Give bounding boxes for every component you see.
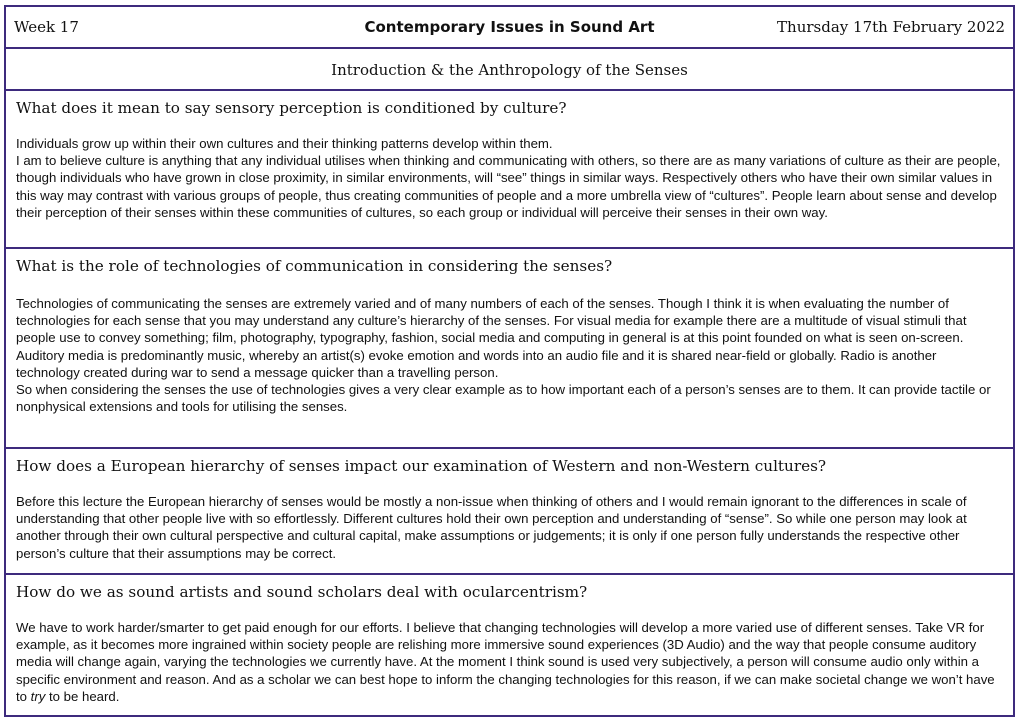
question-heading: How do we as sound artists and sound scholars deal with ocularcentrism? [16, 583, 588, 601]
question-heading: What is the role of technologies of communication in considering the senses? [16, 257, 613, 275]
lecture-subtitle: Introduction & the Anthropology of the Senses [6, 49, 1013, 91]
answer-paragraph [16, 619, 1003, 705]
header-bar [6, 7, 1013, 49]
answer-text [16, 493, 1003, 562]
section-technologies [6, 249, 1013, 449]
section-european-hierarchy [6, 449, 1013, 575]
answer-tail: to be heard. [45, 688, 120, 704]
answer-body: We have to work harder/smarter to get paid enough for our efforts. I believe that changing technologies will develop a more varied use of different senses. Take VR for example, as it becomes more ingrained within society people are relishing more immersive sound experiences (3D Audio) and the way that people consume auditory media will change again, varying the technologies we currently have. At the moment I think sound is used very subjectively, a person will consume audio only within a specific environment and reason. And as a scholar we can best hope to inform the changing technologies for this reason, if we can make societal change we won’t have to [16, 620, 995, 704]
italic-word: try [30, 688, 46, 704]
date-label: Thursday 17th February 2022 [777, 18, 1005, 36]
answer-paragraph: I am to believe culture is anything that any individual utilises when thinking and communicating with others, so there are as many variations of culture as their are people, though individuals who have grown in close proximity, in similar environments, will “see” things in similar ways. Respectively others who have their own similar values in this way may contrast with various groups of people, thus creating communities of people and a more umbrella view of “cultures”. People learn about sense and develop their perception of their senses within these communities of cultures, so each group or individual will perceive their senses in their own way. [16, 153, 1001, 220]
answer-paragraph: Auditory media is predominantly music, whereby an artist(s) evoke emotion and words into an audio file and it is shared near-field or globally. Radio is another technology created during war to send a message quicker than a travelling person. [16, 347, 937, 380]
answer-text [16, 619, 1003, 705]
answer-paragraph: Individuals grow up within their own cultures and their thinking patterns develop within them. [16, 136, 553, 151]
question-heading: What does it mean to say sensory perception is conditioned by culture? [16, 99, 567, 117]
course-title: Contemporary Issues in Sound Art [364, 18, 655, 36]
answer-text [16, 135, 1003, 221]
section-culture [6, 91, 1013, 249]
question-heading: How does a European hierarchy of senses impact our examination of Western and non-Western cultures? [16, 457, 826, 475]
answer-paragraph: Before this lecture the European hierarchy of senses would be mostly a non-issue when thinking of others and I would remain ignorant to the differences in scale of understanding that other people live with so effortlessly. Different cultures hold their own perception and understanding of “sense”. So while one person may look at another through their own cultural perspective and cultural capital, make assumptions or judgements; it is only if one person fully understands the respective other person’s culture that their assumptions may be correct. [16, 494, 967, 561]
answer-paragraph: Technologies of communicating the senses are extremely varied and of many numbers of each of the senses. Though I think it is when evaluating the number of technologies for each sense that you may understand any culture’s hierarchy of the senses. For visual media for example there are a multitude of visual stimuli that people use to convey something; film, photography, typography, fashion, social media and computing in general is at this point founded on what is seen on-screen. [16, 296, 967, 346]
section-ocularcentrism [6, 575, 1013, 715]
answer-text [16, 295, 1003, 415]
worksheet [4, 5, 1015, 717]
week-label: Week 17 [14, 18, 79, 36]
answer-paragraph: So when considering the senses the use of technologies gives a very clear example as to how important each of a person’s senses are to them. It can provide tactile or nonphysical extensions and tools for utilising the senses. [16, 382, 991, 415]
